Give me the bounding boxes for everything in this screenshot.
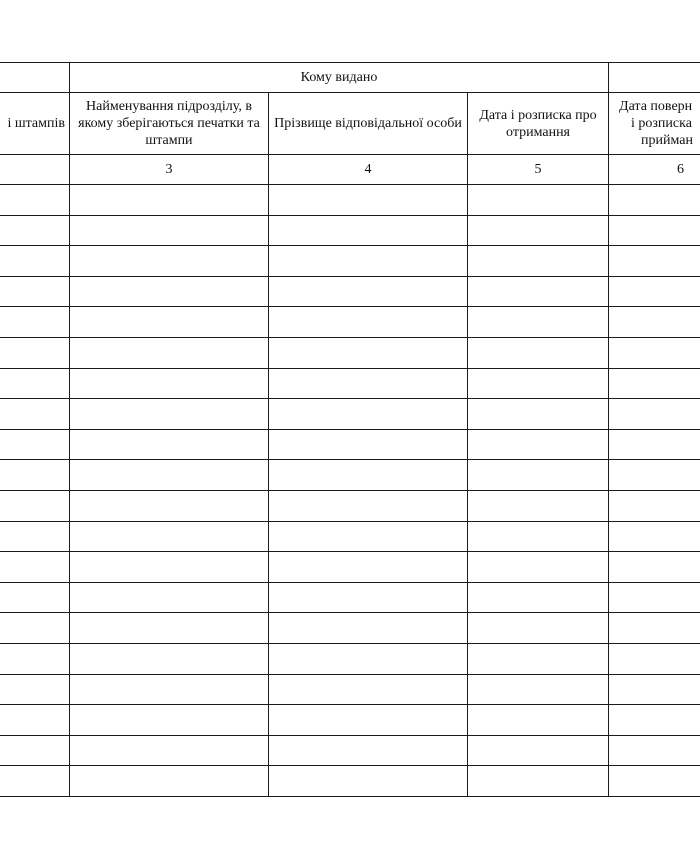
table-cell [609,674,700,705]
table-cell [269,674,468,705]
table-cell [70,705,269,736]
table-cell [70,337,269,368]
table-cell [609,337,700,368]
table-cell [70,429,269,460]
table-row [0,429,700,460]
table-cell [0,705,70,736]
table-cell [70,643,269,674]
table-cell [70,460,269,491]
table-cell [468,490,609,521]
table-cell [609,460,700,491]
table-row [0,643,700,674]
table-cell [269,521,468,552]
column-header-return-date-line3: прийман [641,133,693,148]
table-cell [0,215,70,246]
table-row [0,521,700,552]
table-cell [0,674,70,705]
table-row [0,460,700,491]
table-row [0,735,700,766]
table-cell [609,246,700,277]
table-cell [269,552,468,583]
table-cell [0,399,70,430]
table-cell [468,613,609,644]
table-cell [70,246,269,277]
table-cell [609,643,700,674]
table-cell [0,368,70,399]
column-header-quantity [0,93,70,155]
table-cell [269,429,468,460]
table-cell [70,185,269,216]
column-header-return-date-line1: Дата поверн [619,99,693,114]
table-row [0,705,700,736]
table-row [0,185,700,216]
table-cell [468,582,609,613]
table-cell [269,643,468,674]
table-row [0,674,700,705]
group-header-row [0,63,700,93]
table-cell [609,552,700,583]
table-cell [0,766,70,797]
table-cell [269,613,468,644]
seals-register-table [0,62,700,797]
table-cell [609,429,700,460]
table-cell [468,460,609,491]
table-cell [70,766,269,797]
table-cell [0,337,70,368]
table-row [0,215,700,246]
table-cell [0,246,70,277]
column-number-6-label: 6 [677,162,685,177]
table-cell [269,337,468,368]
table-cell [269,766,468,797]
table-cell [0,490,70,521]
table-cell [70,307,269,338]
table-cell [609,490,700,521]
table-cell [609,613,700,644]
table-cell [468,368,609,399]
table-cell [0,307,70,338]
column-header-return-date [609,93,700,155]
table-cell [70,399,269,430]
table-cell [468,429,609,460]
column-header-row [0,93,700,155]
table-cell [468,399,609,430]
table-cell [609,521,700,552]
table-cell [0,643,70,674]
table-cell [0,582,70,613]
table-cell [609,307,700,338]
table-row [0,399,700,430]
table-cell [70,582,269,613]
table-cell [0,521,70,552]
table-cell [70,674,269,705]
table-cell [468,552,609,583]
table-cell [609,766,700,797]
column-number-5: 5 [468,155,609,185]
table-cell [269,307,468,338]
table-row [0,613,700,644]
table-cell [269,399,468,430]
table-row [0,368,700,399]
table-cell [269,735,468,766]
table-cell [70,490,269,521]
table-row [0,276,700,307]
table-cell [269,490,468,521]
table-row [0,246,700,277]
table-cell [609,185,700,216]
column-number-2 [0,155,70,185]
table-cell [269,185,468,216]
table-cell [468,337,609,368]
column-header-quantity-label: і штампів [7,116,65,131]
table-cell [468,246,609,277]
table-cell [468,307,609,338]
table-cell [70,521,269,552]
table-cell [609,582,700,613]
table-cell [468,766,609,797]
table-cell [269,215,468,246]
table-cell [0,429,70,460]
table-cell [609,399,700,430]
table-cell [0,276,70,307]
table-cell [70,276,269,307]
table-cell [468,705,609,736]
column-header-department: Найменування підрозділу, в якому зберігаються печатки та штампи [70,93,269,155]
table-cell [269,368,468,399]
table-cell [0,735,70,766]
table-cell [609,735,700,766]
table-cell [609,215,700,246]
table-cell [468,674,609,705]
table-cell [70,552,269,583]
table-row [0,337,700,368]
table-cell [609,368,700,399]
column-header-return-date-line2: і розписка [631,116,692,131]
table-cell [70,368,269,399]
table-cell [0,613,70,644]
table-cell [609,705,700,736]
table-cell [468,735,609,766]
column-number-4: 4 [269,155,468,185]
table-cell [70,215,269,246]
table-cell [269,582,468,613]
table-row [0,582,700,613]
table-cell [0,552,70,583]
table-cell [0,185,70,216]
table-cell [269,705,468,736]
table-cell [269,246,468,277]
table-row [0,766,700,797]
group-header-blank-cell-right [609,63,700,93]
group-header-recipient: Кому видано [70,63,609,93]
column-number-3: 3 [70,155,269,185]
group-header-blank-cell [0,63,70,93]
table-cell [70,735,269,766]
table-cell [468,276,609,307]
table-cell [609,276,700,307]
table-cell [468,643,609,674]
column-header-responsible-person: Прізвище відповідальної особи [269,93,468,155]
table-cell [269,276,468,307]
table-cell [468,521,609,552]
table-cell [269,460,468,491]
table-cell [70,613,269,644]
table-row [0,307,700,338]
column-header-receipt-date: Дата і розписка про отримання [468,93,609,155]
column-number-row [0,155,700,185]
table-row [0,552,700,583]
column-number-6 [609,155,700,185]
table-cell [468,185,609,216]
table-cell [468,215,609,246]
table-cell [0,460,70,491]
table-row [0,490,700,521]
